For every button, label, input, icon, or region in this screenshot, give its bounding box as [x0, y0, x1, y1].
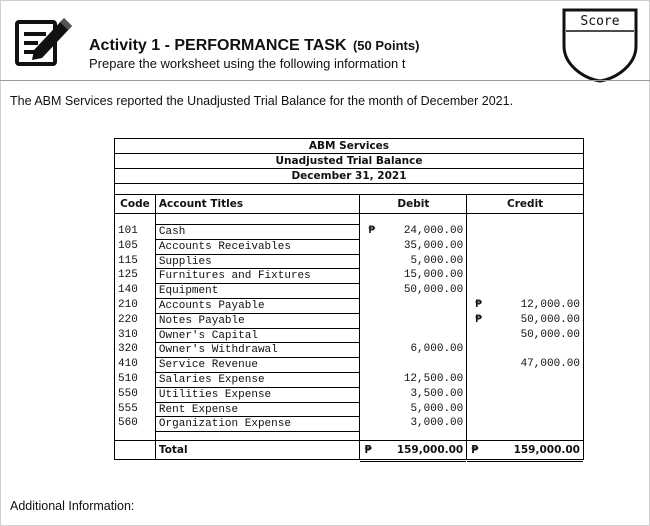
pre-total-gap	[115, 432, 583, 440]
account-title	[156, 388, 360, 403]
account-code-value: 105	[118, 239, 138, 252]
account-code	[115, 254, 155, 269]
account-code-value: 510	[118, 372, 138, 385]
account-title-value: Cash	[158, 226, 186, 238]
account-title	[156, 329, 360, 344]
account-code	[115, 342, 155, 357]
debit-cell	[360, 328, 466, 343]
account-code	[115, 283, 155, 298]
col-header-credit: Credit	[467, 195, 583, 214]
credit-cell	[467, 342, 583, 357]
activity-title-text: Activity 1 - PERFORMANCE TASK	[89, 37, 347, 54]
account-code	[115, 372, 155, 387]
score-badge	[560, 6, 640, 84]
debit-cell	[360, 372, 466, 387]
trial-balance-table	[114, 138, 584, 460]
peso-symbol: ₱	[475, 298, 482, 311]
account-title	[156, 417, 360, 432]
account-title-value: Service Revenue	[158, 359, 258, 372]
credit-column	[467, 195, 583, 432]
account-title	[156, 299, 360, 314]
account-title	[156, 269, 360, 284]
account-code	[115, 313, 155, 328]
debit-column	[360, 195, 467, 432]
points-label: (50 Points)	[352, 38, 420, 53]
debit-cell	[360, 283, 466, 298]
debit-cell	[360, 357, 466, 372]
company-name: ABM Services	[115, 139, 583, 154]
debit-cell-value: 6,000.00	[410, 343, 464, 356]
header-divider	[0, 80, 650, 81]
credit-cell	[467, 402, 583, 417]
account-title	[156, 255, 360, 270]
total-credit: 159,000.00	[513, 444, 580, 457]
account-title-value: Rent Expense	[158, 403, 239, 416]
account-code-value: 550	[118, 387, 138, 400]
credit-cell	[467, 224, 583, 239]
debit-cell-value: 3,000.00	[410, 417, 464, 430]
debit-cell-value: 24,000.00	[403, 225, 464, 237]
account-code-value: 560	[118, 417, 138, 430]
peso-symbol: ₱	[368, 225, 376, 237]
debit-cell-value: 50,000.00	[403, 284, 464, 297]
account-code	[115, 328, 155, 343]
account-code-value: 140	[118, 284, 138, 297]
activity-title	[89, 37, 419, 55]
credit-cell	[467, 283, 583, 298]
debit-cell	[360, 313, 466, 328]
account-code-value: 101	[118, 225, 138, 237]
score-label: Score	[580, 14, 620, 29]
code-column	[115, 195, 156, 432]
total-row	[115, 440, 583, 459]
credit-cell	[467, 268, 583, 283]
additional-info-heading: Additional Information:	[10, 499, 135, 513]
debit-cell	[360, 224, 466, 239]
debit-cell-value: 5,000.00	[410, 254, 464, 267]
account-title	[156, 284, 360, 299]
account-code	[115, 387, 155, 402]
credit-cell	[467, 387, 583, 402]
credit-cell-value: 47,000.00	[520, 358, 580, 371]
account-title-value: Notes Payable	[158, 314, 245, 327]
account-title-value: Salaries Expense	[158, 373, 265, 386]
account-code	[115, 402, 155, 417]
debit-cell-value: 12,500.00	[403, 372, 464, 385]
account-code	[115, 298, 155, 313]
peso-symbol: ₱	[475, 313, 482, 326]
account-code-value: 220	[118, 313, 138, 326]
account-code	[115, 416, 155, 431]
account-title	[156, 240, 360, 255]
account-title-value: Utilities Expense	[158, 388, 272, 401]
debit-cell	[360, 298, 466, 313]
account-title-value: Owner's Capital	[158, 329, 258, 342]
account-code-value: 555	[118, 402, 138, 415]
account-title	[156, 343, 360, 358]
credit-cell	[467, 313, 583, 328]
debit-cell	[360, 342, 466, 357]
statement-period: December 31, 2021	[115, 169, 583, 184]
intro-text: The ABM Services reported the Unadjusted Trial Balance for the month of December 2021.	[10, 94, 514, 108]
credit-cell	[467, 328, 583, 343]
account-code-value: 210	[118, 298, 138, 311]
account-code-value: 115	[118, 254, 138, 267]
activity-subtitle: Prepare the worksheet using the following information t	[89, 56, 406, 71]
credit-cell	[467, 357, 583, 372]
statement-title: Unadjusted Trial Balance	[115, 154, 583, 169]
debit-cell-value: 15,000.00	[403, 269, 464, 282]
account-code	[115, 239, 155, 254]
total-debit: 159,000.00	[396, 444, 464, 457]
credit-cell	[467, 372, 583, 387]
credit-cell	[467, 298, 583, 313]
debit-cell-value: 3,500.00	[410, 387, 464, 400]
account-title-value: Owner's Withdrawal	[158, 344, 278, 357]
account-code-value: 125	[118, 269, 138, 282]
col-header-code: Code	[115, 195, 155, 214]
account-title-value: Supplies	[158, 255, 212, 268]
debit-cell-value: 35,000.00	[403, 239, 464, 252]
account-title-value: Furnitures and Fixtures	[158, 270, 311, 283]
credit-cell-value: 50,000.00	[520, 328, 580, 341]
account-code-value: 320	[118, 343, 138, 356]
col-header-title: Account Titles	[156, 195, 360, 214]
debit-cell	[360, 268, 466, 283]
account-title-value: Organization Expense	[158, 418, 291, 431]
col-header-debit: Debit	[360, 195, 466, 214]
credit-cell	[467, 416, 583, 431]
account-title	[156, 314, 360, 329]
credit-cell-value: 50,000.00	[520, 313, 580, 326]
account-code	[115, 224, 155, 239]
task-pencil-icon	[14, 12, 76, 68]
account-title	[156, 403, 360, 418]
credit-cell-value: 12,000.00	[520, 298, 580, 311]
account-code-value: 410	[118, 358, 138, 371]
total-label: Total	[156, 441, 360, 460]
credit-cell	[467, 239, 583, 254]
debit-cell	[360, 239, 466, 254]
account-title	[156, 225, 360, 240]
account-title-value: Equipment	[158, 285, 219, 298]
debit-cell	[360, 387, 466, 402]
account-title-value: Accounts Payable	[158, 299, 265, 312]
account-title	[156, 373, 360, 388]
account-title	[156, 358, 360, 373]
credit-cell	[467, 254, 583, 269]
debit-cell-value: 5,000.00	[410, 402, 464, 415]
table-grid	[115, 195, 583, 432]
debit-cell	[360, 254, 466, 269]
title-column	[156, 195, 361, 432]
account-code-value: 310	[118, 328, 138, 341]
account-title-value: Accounts Receivables	[158, 240, 291, 253]
peso-symbol: ₱	[471, 444, 479, 457]
debit-cell	[360, 416, 466, 431]
peso-symbol: ₱	[364, 444, 372, 457]
account-code	[115, 268, 155, 283]
header-spacer	[115, 184, 583, 195]
account-code	[115, 357, 155, 372]
debit-cell	[360, 402, 466, 417]
